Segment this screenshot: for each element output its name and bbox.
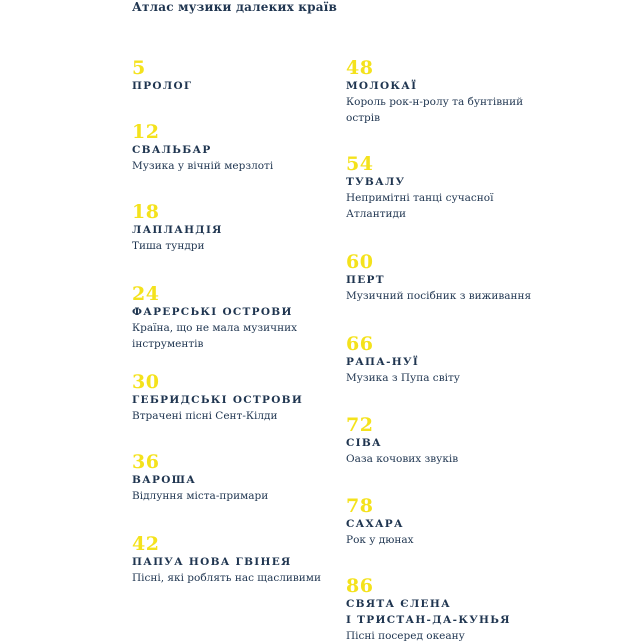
toc-chapter-name: ПРОЛОГ	[132, 80, 193, 92]
toc-chapter-desc: Втрачені пісні Сент-Кілди	[132, 410, 278, 422]
toc-chapter-name: ЛАПЛАНДІЯ	[132, 224, 223, 236]
toc-chapter-name-line2: І ТРИСТАН-ДА-КУНЬЯ	[346, 614, 511, 626]
toc-chapter-desc: Тиша тундри	[132, 240, 205, 252]
toc-entry[interactable]	[132, 202, 332, 284]
toc-chapter-desc: Відлуння міста-примари	[132, 490, 269, 502]
toc-entry[interactable]	[132, 58, 332, 122]
toc-page-number: 24	[132, 283, 160, 305]
toc-chapter-name: ВАРОША	[132, 474, 197, 486]
toc-page-number: 30	[132, 371, 160, 393]
toc-page-number: 86	[346, 575, 374, 597]
page-title: Атлас музики далеких країв	[132, 0, 338, 14]
toc-page-number: 78	[346, 495, 374, 517]
toc-entry[interactable]	[132, 534, 332, 594]
toc-chapter-desc: Оаза кочових звуків	[346, 453, 459, 465]
toc-page-number: 5	[132, 57, 146, 79]
toc-chapter-name: ПАПУА НОВА ГВІНЕЯ	[132, 556, 292, 568]
toc-chapter-name: САХАРА	[346, 518, 404, 530]
toc-entry[interactable]	[346, 58, 556, 154]
toc-chapter-desc: Рок у дюнах	[346, 534, 414, 546]
toc-entry[interactable]	[346, 252, 556, 334]
toc-column-left	[132, 58, 332, 594]
toc-entry[interactable]	[132, 122, 332, 202]
toc-entry[interactable]	[346, 496, 556, 576]
toc-chapter-desc: Пісні посеред океану	[346, 630, 465, 642]
toc-page-number: 60	[346, 251, 374, 273]
toc-chapter-name: СІВА	[346, 437, 382, 449]
toc-page-number: 42	[132, 533, 160, 555]
toc-chapter-desc: Країна, що не мала музичних інструментів	[132, 322, 297, 350]
toc-entry[interactable]	[346, 415, 556, 496]
toc-entry[interactable]	[346, 334, 556, 415]
toc-page-number: 54	[346, 153, 374, 175]
toc-column-right	[346, 58, 556, 642]
toc-chapter-name: МОЛОКАЇ	[346, 80, 418, 92]
toc-page-number: 72	[346, 414, 374, 436]
toc-page-number: 36	[132, 451, 160, 473]
toc-chapter-desc: Король рок-н-ролу та бунтівний острів	[346, 96, 524, 124]
toc-entry[interactable]	[132, 284, 332, 372]
toc-entry[interactable]	[346, 154, 556, 252]
toc-chapter-name: ТУВАЛУ	[346, 176, 406, 188]
toc-chapter-name: СВАЛЬБАР	[132, 144, 212, 156]
toc-page-number: 12	[132, 121, 160, 143]
toc-chapter-name: РАПА-НУЇ	[346, 356, 420, 368]
toc-chapter-desc: Музика з Пупа світу	[346, 372, 460, 384]
toc-entry[interactable]	[132, 452, 332, 534]
toc-page-number: 66	[346, 333, 374, 355]
toc-entry[interactable]	[132, 372, 332, 452]
toc-chapter-desc: Музика у вічній мерзлоті	[132, 160, 274, 172]
toc-page-number: 18	[132, 201, 160, 223]
toc-chapter-name: ПЕРТ	[346, 274, 385, 286]
toc-chapter-name-line1: СВЯТА ЄЛЕНА	[346, 598, 451, 610]
toc-chapter-desc: Пісні, які роблять нас щасливими	[132, 572, 321, 584]
toc-chapter-name: ФАРЕРСЬКІ ОСТРОВИ	[132, 306, 293, 318]
toc-page-number: 48	[346, 57, 374, 79]
toc-chapter-desc: Музичний посібник з виживання	[346, 290, 532, 302]
toc-entry[interactable]	[346, 576, 556, 642]
toc-chapter-desc: Непримітні танці сучасної Атлантиди	[346, 192, 494, 220]
toc-chapter-name: ГЕБРИДСЬКІ ОСТРОВИ	[132, 394, 304, 406]
